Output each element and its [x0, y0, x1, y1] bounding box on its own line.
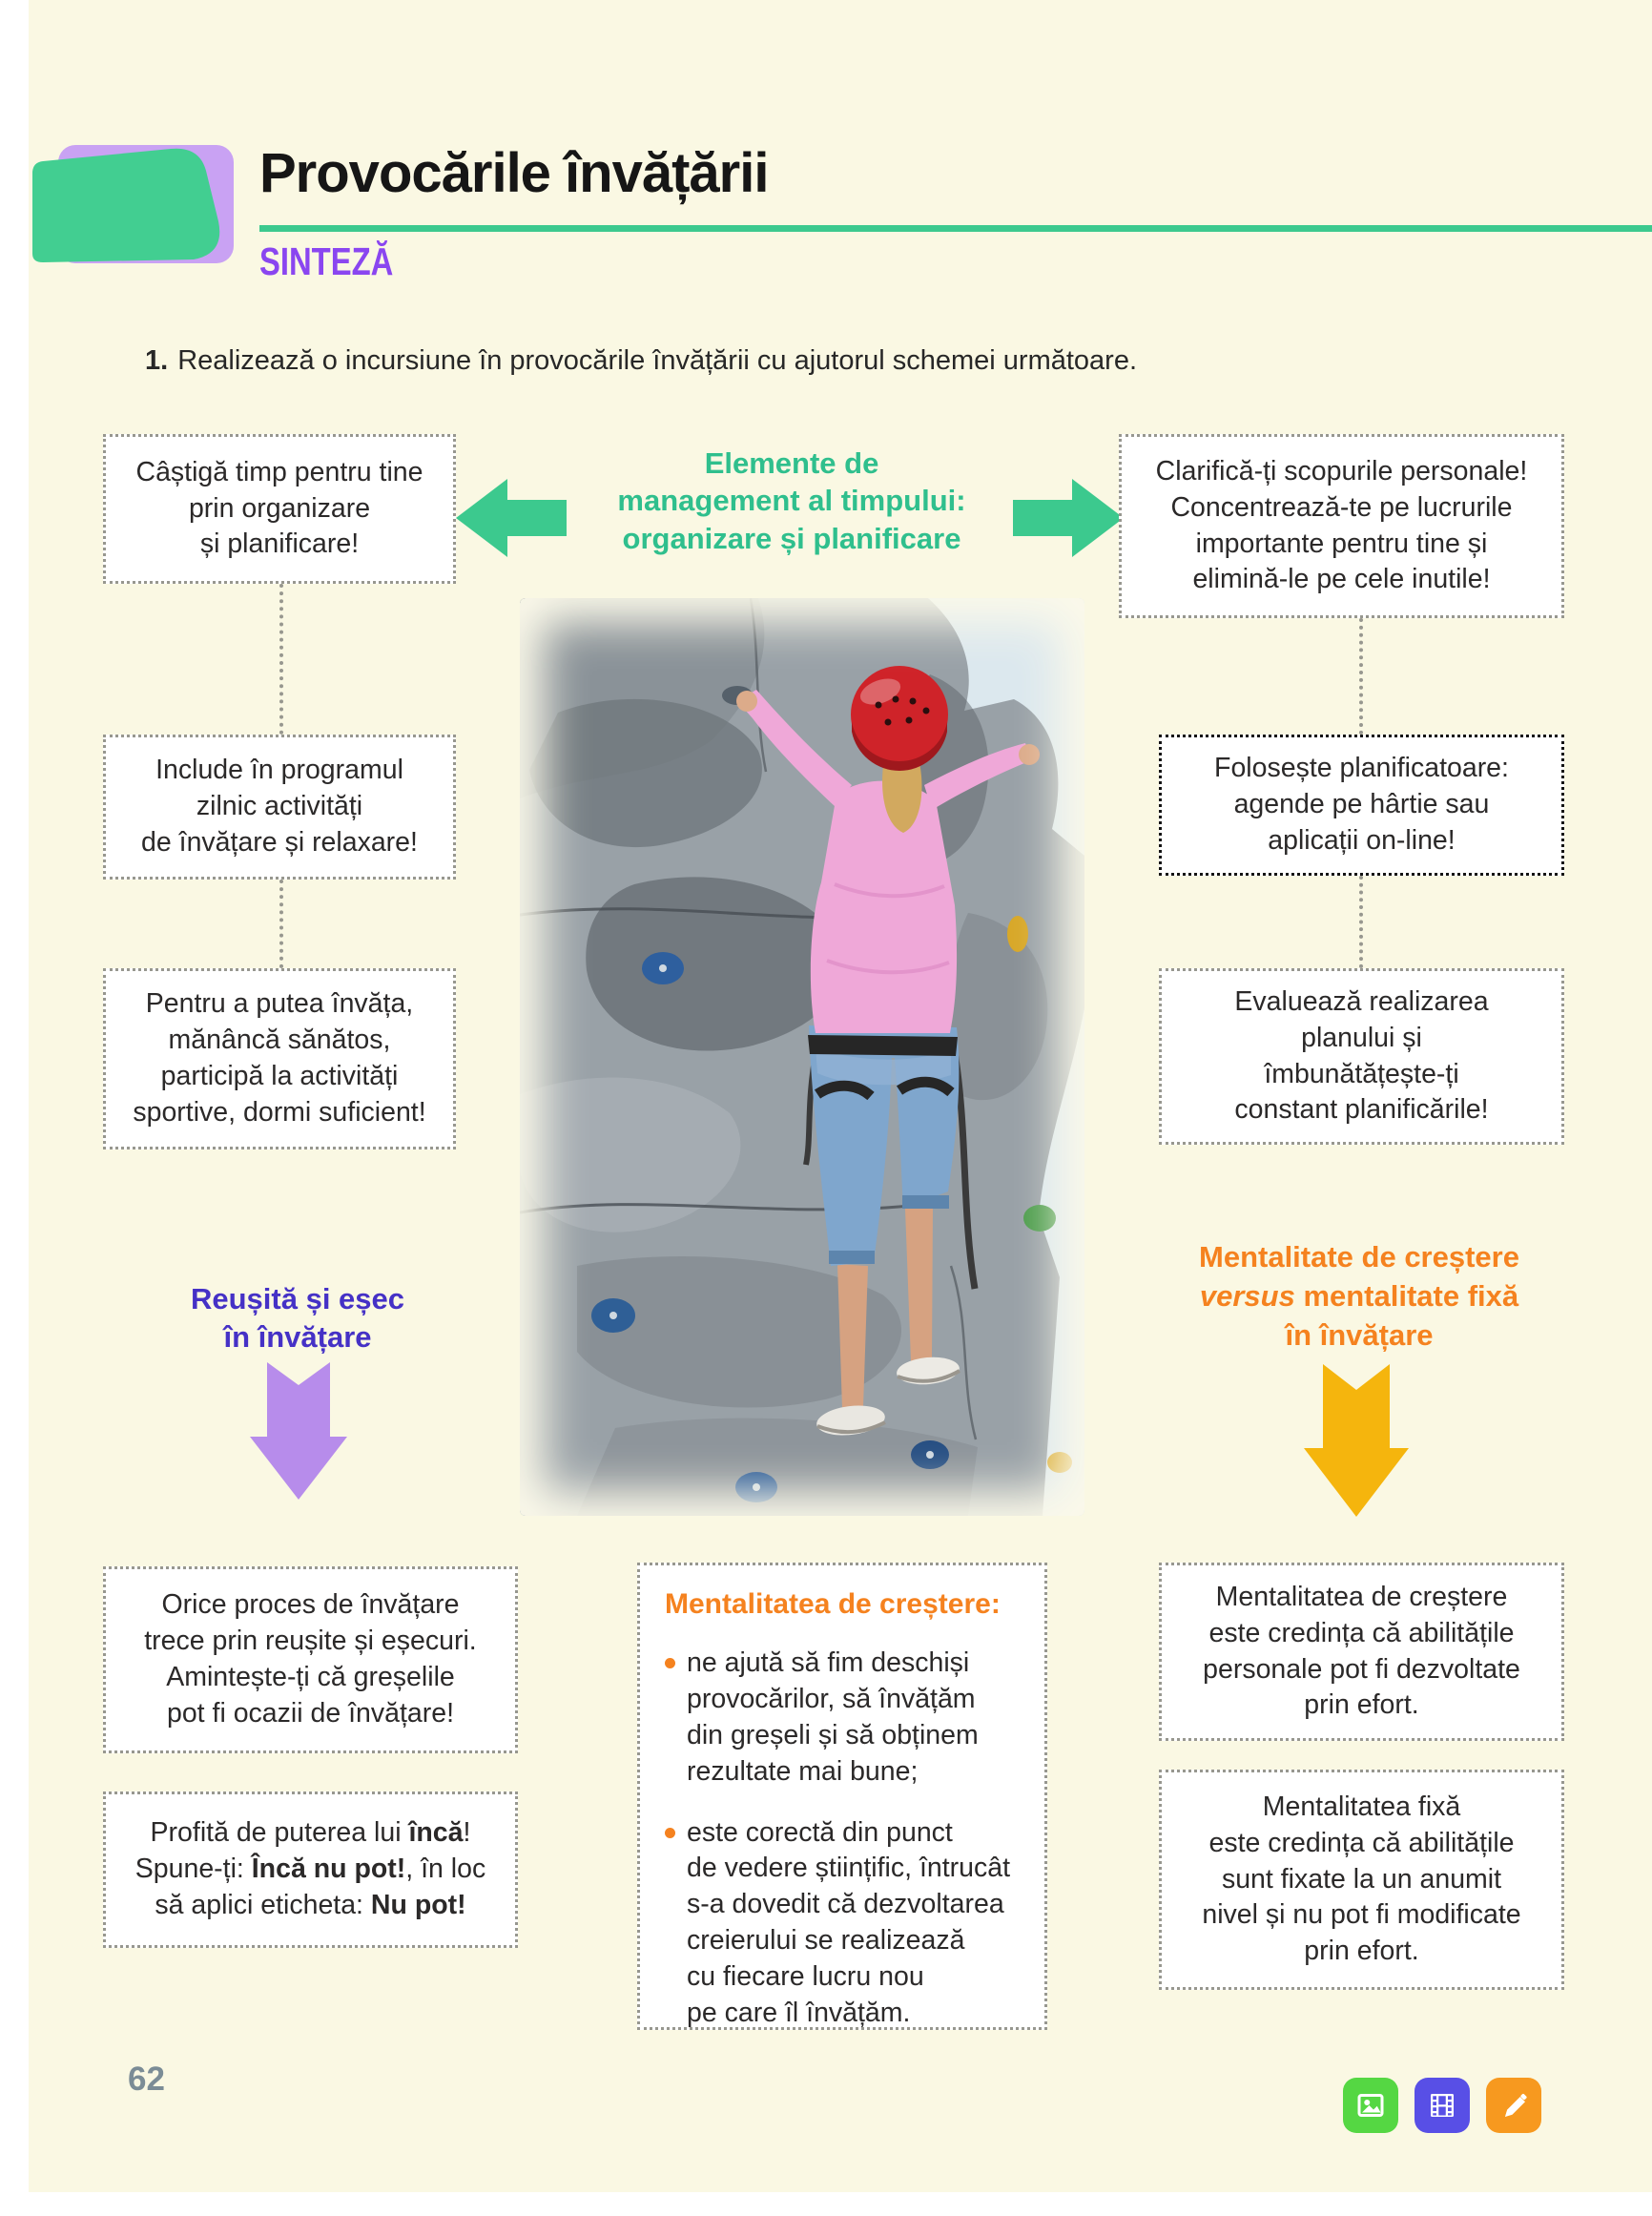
video-resource-button[interactable] [1415, 2078, 1470, 2133]
footer-resource-buttons [1343, 2078, 1541, 2133]
center-heading: Elemente de management al timpului: organizare și planificare [617, 446, 966, 555]
exercise-text: Realizează o incursiune în provocările învățării cu ajutorul schemei următoare. [177, 345, 1138, 376]
info-box-time-for-you: Câștigă timp pentru tine prin organizare și planificare! [103, 434, 456, 584]
info-box-power-of-yet: Profită de puterea lui încă! Spune-ți: Încă nu pot!, în loc să aplici eticheta: Nu pot! [103, 1791, 518, 1948]
dotted-connector [279, 880, 283, 968]
info-box-evaluate-plan: Evaluează realizarea planului și îmbunătățește-ți constant planificările! [1159, 968, 1564, 1145]
growth-mindset-heading: Mentalitatea de creștere: [665, 1588, 1001, 1620]
chapter-logo [31, 141, 237, 269]
info-box-fixed-mindset-def: Mentalitatea fixă este credința că abilitățile sunt fixate la un anumit nivel și nu pot fi modificate prin efort. [1159, 1770, 1564, 1990]
green-arrow-left-icon [456, 479, 567, 557]
dotted-connector [1359, 618, 1363, 735]
growth-mindset-bullets [665, 1646, 1023, 2032]
climbing-wall-photo [520, 598, 1084, 1516]
page-title: Provocările învățării [259, 142, 769, 204]
info-box-growth-mindset-details [637, 1563, 1047, 2030]
info-box-healthy-habits: Pentru a putea învăța, mănâncă sănătos, participă la activități sportive, dormi suficient! [103, 968, 456, 1149]
info-box-planners: Folosește planificatoare: agende pe hârtie sau aplicații on-line! [1159, 735, 1564, 876]
page-edge-bottom [0, 2192, 1652, 2216]
purple-down-arrow-icon [250, 1362, 347, 1500]
image-resource-button[interactable] [1343, 2078, 1398, 2133]
title-underline [259, 225, 1652, 232]
info-box-growth-mindset-def: Mentalitatea de creștere este credința că abilitățile personale pot fi dezvoltate prin efort. [1159, 1563, 1564, 1741]
page-edge-left [0, 0, 29, 2216]
image-icon [1353, 2088, 1388, 2123]
info-box-daily-program: Include în programul zilnic activități de învățare și relaxare! [103, 735, 456, 880]
pencil-icon [1497, 2088, 1531, 2123]
section-title-mindset: Mentalitate de creștere versus mentalitate fixă în învățare [1199, 1240, 1519, 1352]
bullet-text: este corectă din punct de vedere științific, întrucât s-a dovedit că dezvoltarea creierului se realizează cu fiecare lucru nou pe care îl învățăm. [687, 1816, 1010, 2029]
info-box-success-failure: Orice proces de învățare trece prin reușite și eșecuri. Amintește-ți că greșelile pot fi ocazii de învățare! [103, 1566, 518, 1753]
exercise-number: 1. [145, 345, 169, 376]
bullet-item [665, 1815, 1023, 2032]
bullet-item [665, 1646, 1023, 1791]
dotted-connector [1359, 876, 1363, 968]
section-title-success-failure: Reușită și eșec în învățare [190, 1282, 405, 1355]
dotted-connector [279, 584, 283, 735]
page-number: 62 [128, 2061, 165, 2098]
yellow-down-arrow-icon [1304, 1364, 1409, 1517]
film-icon [1425, 2088, 1459, 2123]
bullet-dot-icon [665, 1658, 675, 1668]
bullet-text: ne ajută să fim deschiși provocărilor, să învățăm din greșeli și să obținem rezultate mai bune; [687, 1647, 979, 1787]
climbing-photo-illustration [520, 598, 1084, 1516]
info-box-clarify-goals: Clarifică-ți scopurile personale! Concentrează-te pe lucrurile importante pentru tine și elimină-le pe cele inutile! [1119, 434, 1564, 618]
green-arrow-right-icon [1013, 479, 1124, 557]
page-subtitle: SINTEZĂ [259, 239, 394, 283]
bullet-dot-icon [665, 1828, 675, 1838]
exercise-line [145, 345, 1480, 377]
writing-resource-button[interactable] [1486, 2078, 1541, 2133]
